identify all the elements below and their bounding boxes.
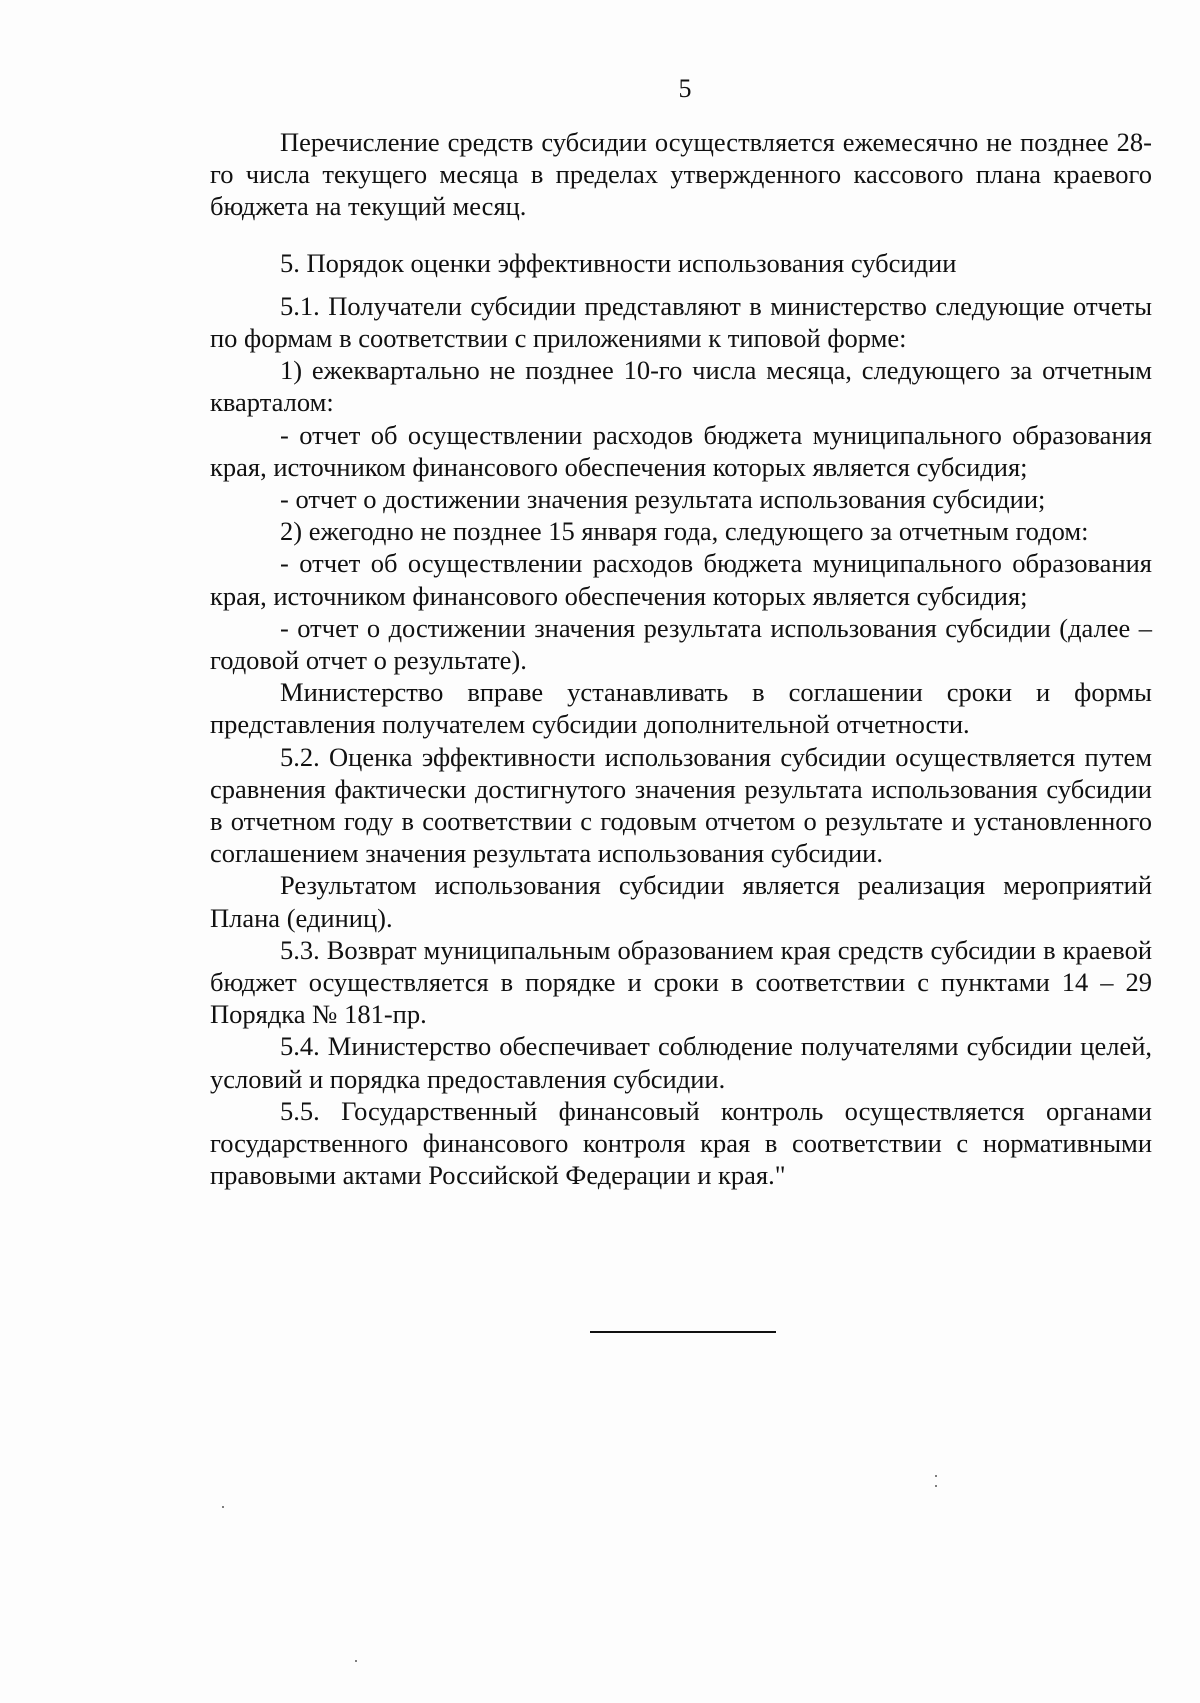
scan-speck xyxy=(935,1475,937,1477)
paragraph-quarterly-expense-report: - отчет об осуществлении расходов бюджета муниципального образования края, источником финансового обеспечения которых является субсидия; xyxy=(210,419,1152,482)
paragraph-annual-expense-report: - отчет об осуществлении расходов бюджета муниципального образования края, источником финансового обеспечения которых является субсидия; xyxy=(210,548,1152,611)
paragraph-5-2: 5.2. Оценка эффективности использования субсидии осуществляется путем сравнения фактически достигнутого значения результата использования субсидии в отчетном году в соответствии с годовым отчетом о результате и установленного соглашением значения результата использования субсидии. xyxy=(210,741,1152,869)
paragraph-additional-reporting: Министерство вправе устанавливать в соглашении сроки и формы представления получателем субсидии дополнительной отчетности. xyxy=(210,677,1152,740)
paragraph-annually: 2) ежегодно не позднее 15 января года, следующего за отчетным годом: xyxy=(280,516,1089,547)
body-text xyxy=(210,126,1152,1192)
paragraph-5-5: 5.5. Государственный финансовый контроль осуществляется органами государственного финансового контроля края в соответствии с нормативными правовыми актами Российской Федерации и края." xyxy=(210,1095,1152,1191)
paragraph-result-definition: Результатом использования субсидии является реализация мероприятий Плана (единиц). xyxy=(210,870,1152,933)
paragraph-5-1: 5.1. Получатели субсидии представляют в министерство следующие отчеты по формам в соответствии с приложениями к типовой форме: xyxy=(210,290,1152,354)
paragraph-5-4: 5.4. Министерство обеспечивает соблюдение получателями субсидии целей, условий и порядка предоставления субсидии. xyxy=(210,1031,1152,1094)
section-heading-5: 5. Порядок оценки эффективности использования субсидии xyxy=(280,247,957,278)
end-divider-line xyxy=(590,1331,776,1333)
paragraph-quarterly: 1) ежеквартально не позднее 10-го числа месяца, следующего за отчетным кварталом: xyxy=(210,355,1152,418)
paragraph-transfer-schedule: Перечисление средств субсидии осуществляется ежемесячно не позднее 28-го числа текущего месяца в пределах утвержденного кассового плана краевого бюджета на текущий месяц. xyxy=(210,127,1152,222)
scan-speck xyxy=(355,1660,357,1662)
page-number: 5 xyxy=(678,74,692,103)
scan-speck xyxy=(935,1485,937,1487)
paragraph-quarterly-result-report: - отчет о достижении значения результата использования субсидии; xyxy=(280,484,1046,515)
paragraph-5-3: 5.3. Возврат муниципальным образованием края средств субсидии в краевой бюджет осуществляется в порядке и сроки в соответствии с пунктами 14 – 29 Порядка № 181-пр. xyxy=(210,934,1152,1030)
paragraph-annual-result-report: - отчет о достижении значения результата использования субсидии (далее – годовой отчет о результате). xyxy=(210,612,1152,676)
scan-speck xyxy=(222,1506,224,1508)
